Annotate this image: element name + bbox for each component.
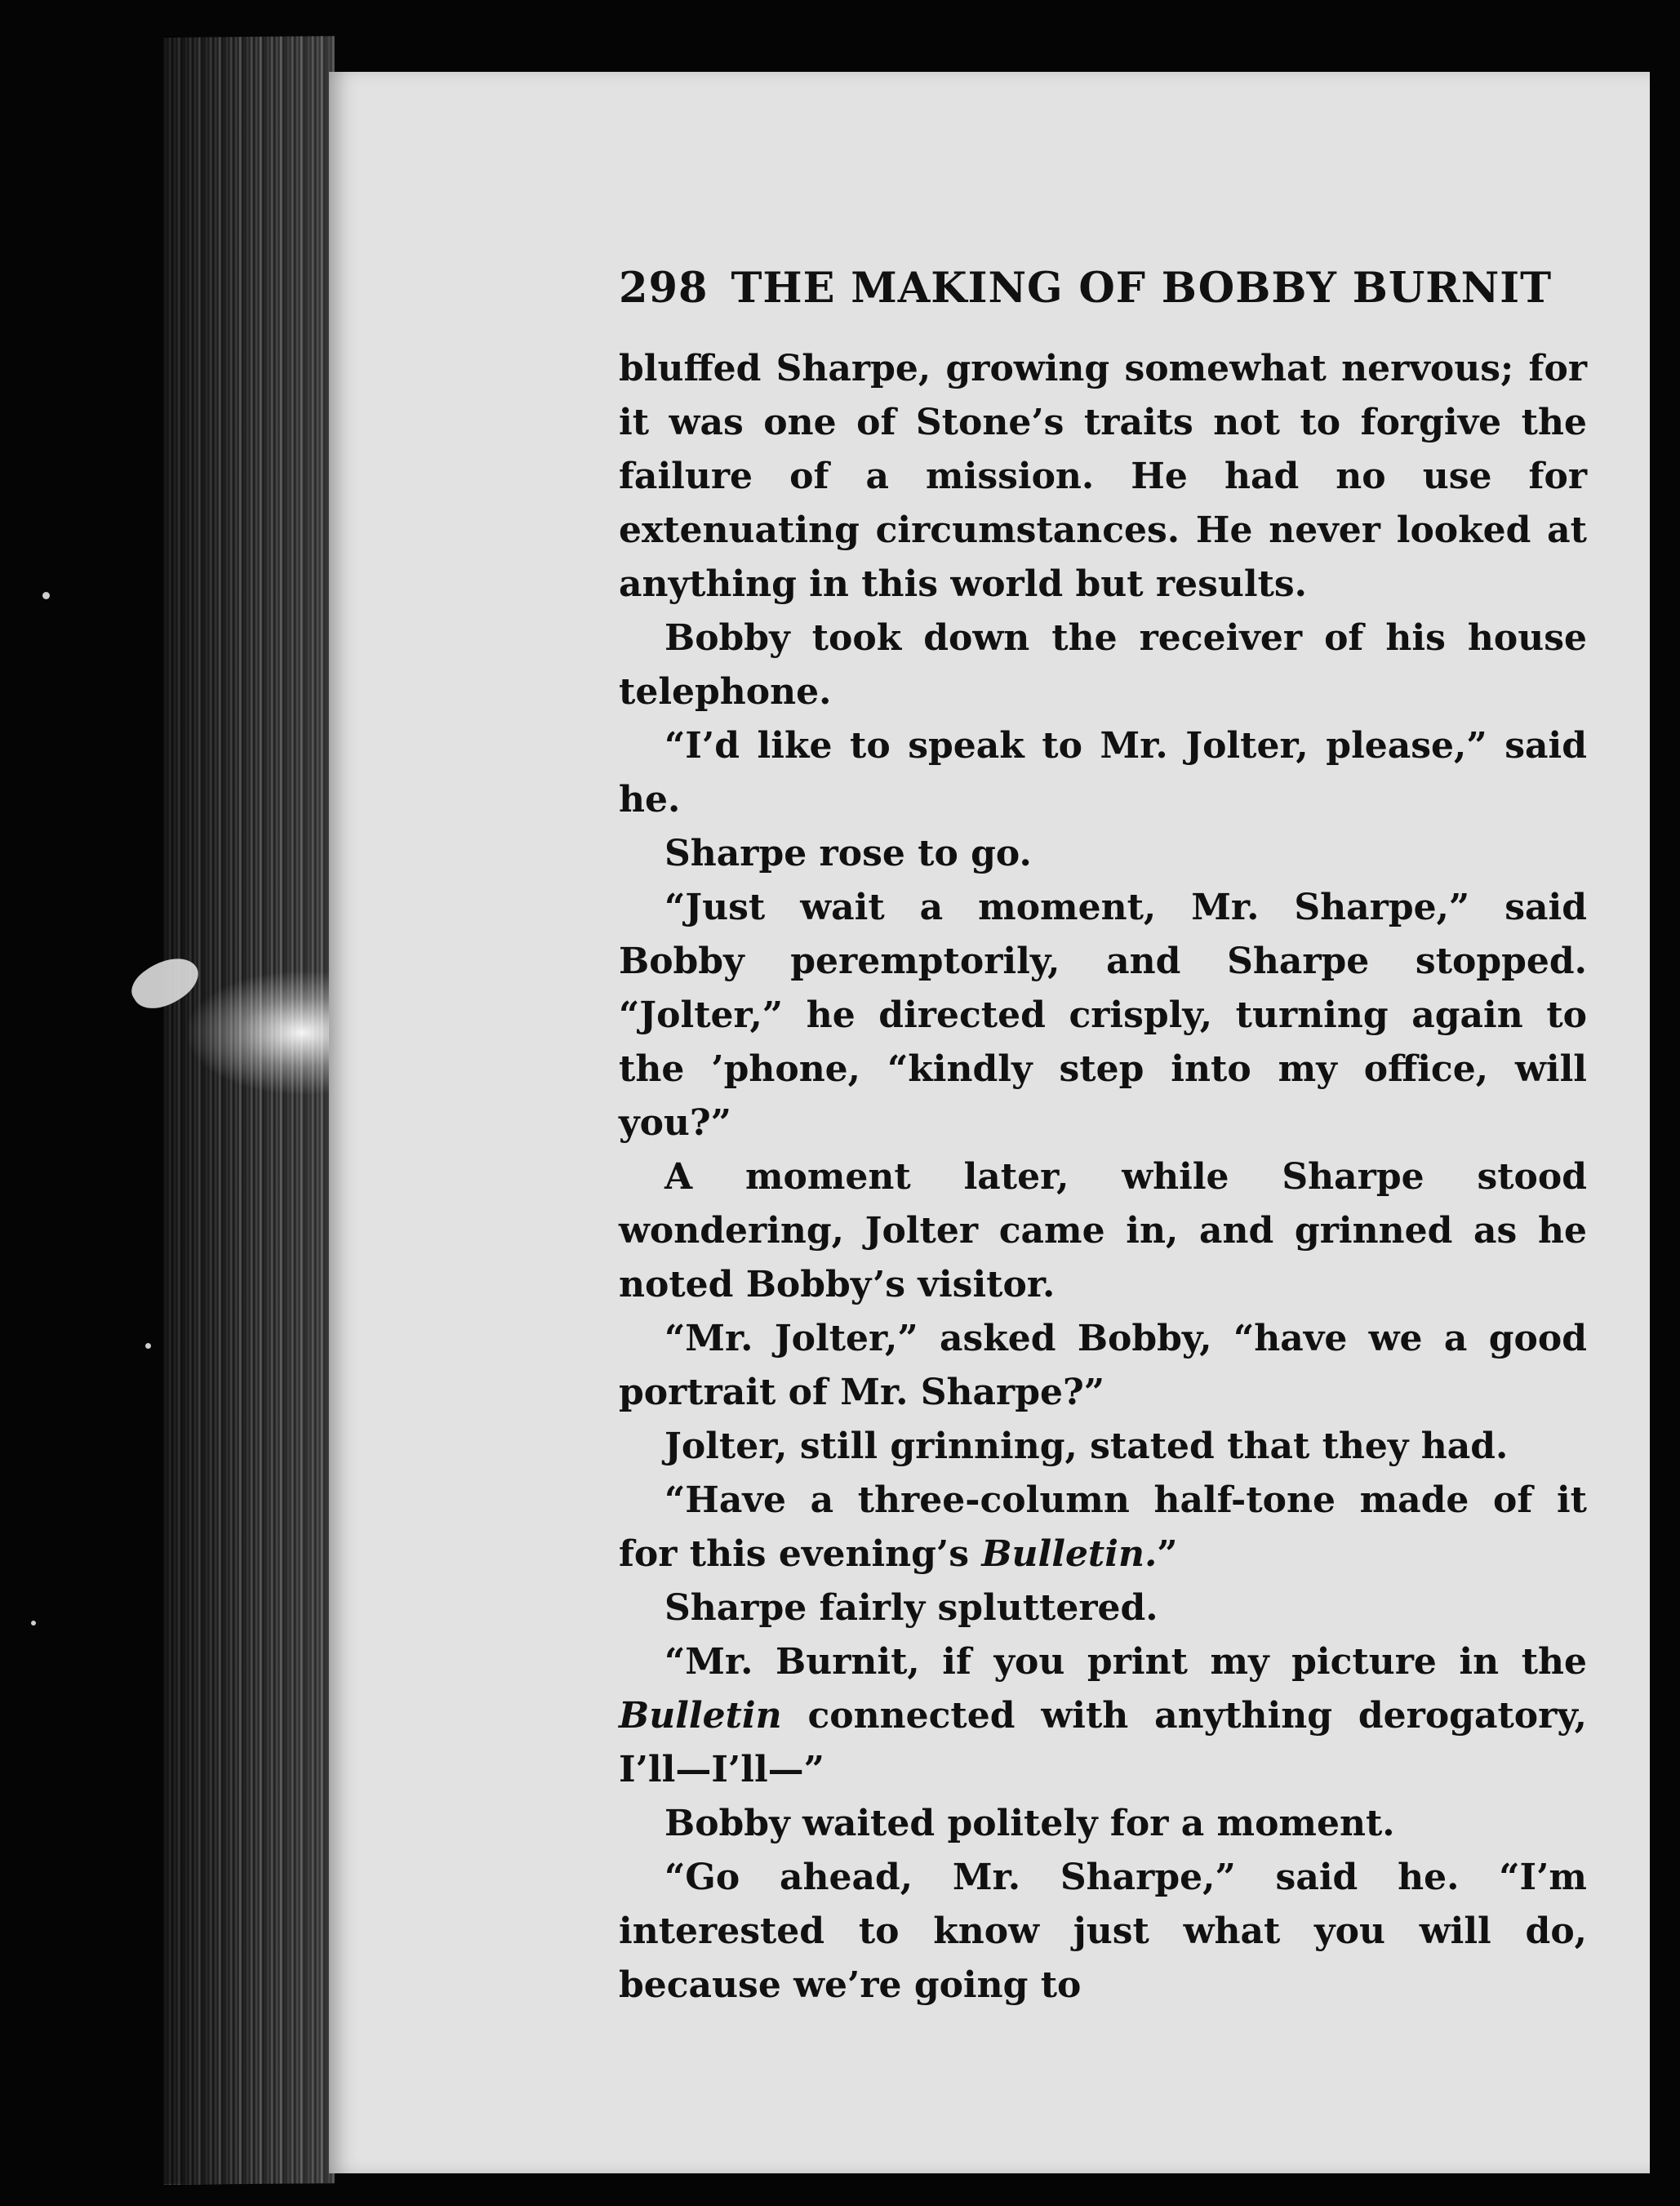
paragraph-text: connected with anything derogatory, I’ll—I’ll—” [619, 1695, 1587, 1790]
paragraph-text: “Mr. Burnit, if you print my picture in the [664, 1641, 1587, 1683]
running-head-title: THE MAKING OF BOBBY BURNIT [731, 264, 1553, 313]
paragraph: “Go ahead, Mr. Sharpe,” said he. “I’m interested to know just what you will do, because we’re going to [619, 1857, 1587, 2006]
paragraph [619, 1474, 1587, 1581]
page-edges-shadow [163, 37, 335, 2184]
newspaper-title: Bulletin. [981, 1533, 1158, 1575]
page-text-block [619, 264, 1587, 2013]
paragraph [619, 1635, 1587, 1797]
paragraph: Sharpe rose to go. [664, 833, 1032, 874]
body-text [619, 342, 1587, 2013]
paragraph-text: “Have a three-column half-tone made of it for this evening’s [619, 1479, 1587, 1575]
scan-glare [188, 972, 351, 1094]
paragraph: Bobby took down the receiver of his house telephone. [619, 617, 1587, 713]
paragraph: A moment later, while Sharpe stood wondering, Jolter came in, and grinned as he noted Bobby’s visitor. [619, 1156, 1587, 1305]
paragraph: Bobby waited politely for a moment. [664, 1803, 1395, 1844]
dust-speck [42, 592, 50, 599]
paragraph: Sharpe fairly spluttered. [664, 1587, 1158, 1629]
paragraph: “Mr. Jolter,” asked Bobby, “have we a good portrait of Mr. Sharpe?” [619, 1318, 1587, 1413]
running-head [619, 264, 1587, 337]
paragraph: “I’d like to speak to Mr. Jolter, please,” said he. [619, 725, 1587, 821]
paragraph: “Just wait a moment, Mr. Sharpe,” said Bobby peremptorily, and Sharpe stopped. “Jolter,” he directed crisply, turning again to the ’phone, “kindly step into my office, will you?” [619, 887, 1587, 1144]
page-number: 298 [619, 264, 709, 313]
paragraph-text: ” [1157, 1533, 1178, 1575]
paragraph: Jolter, still grinning, stated that they had. [664, 1425, 1509, 1467]
newspaper-title: Bulletin [619, 1695, 782, 1737]
dust-speck [145, 1343, 151, 1349]
paragraph: bluffed Sharpe, growing somewhat nervous; for it was one of Stone’s traits not to forgive the failure of a mission. He had no use for extenuating circumstances. He never looked at anything in this world but results. [619, 348, 1587, 605]
dust-speck [31, 1621, 36, 1626]
book-page [329, 72, 1650, 2173]
